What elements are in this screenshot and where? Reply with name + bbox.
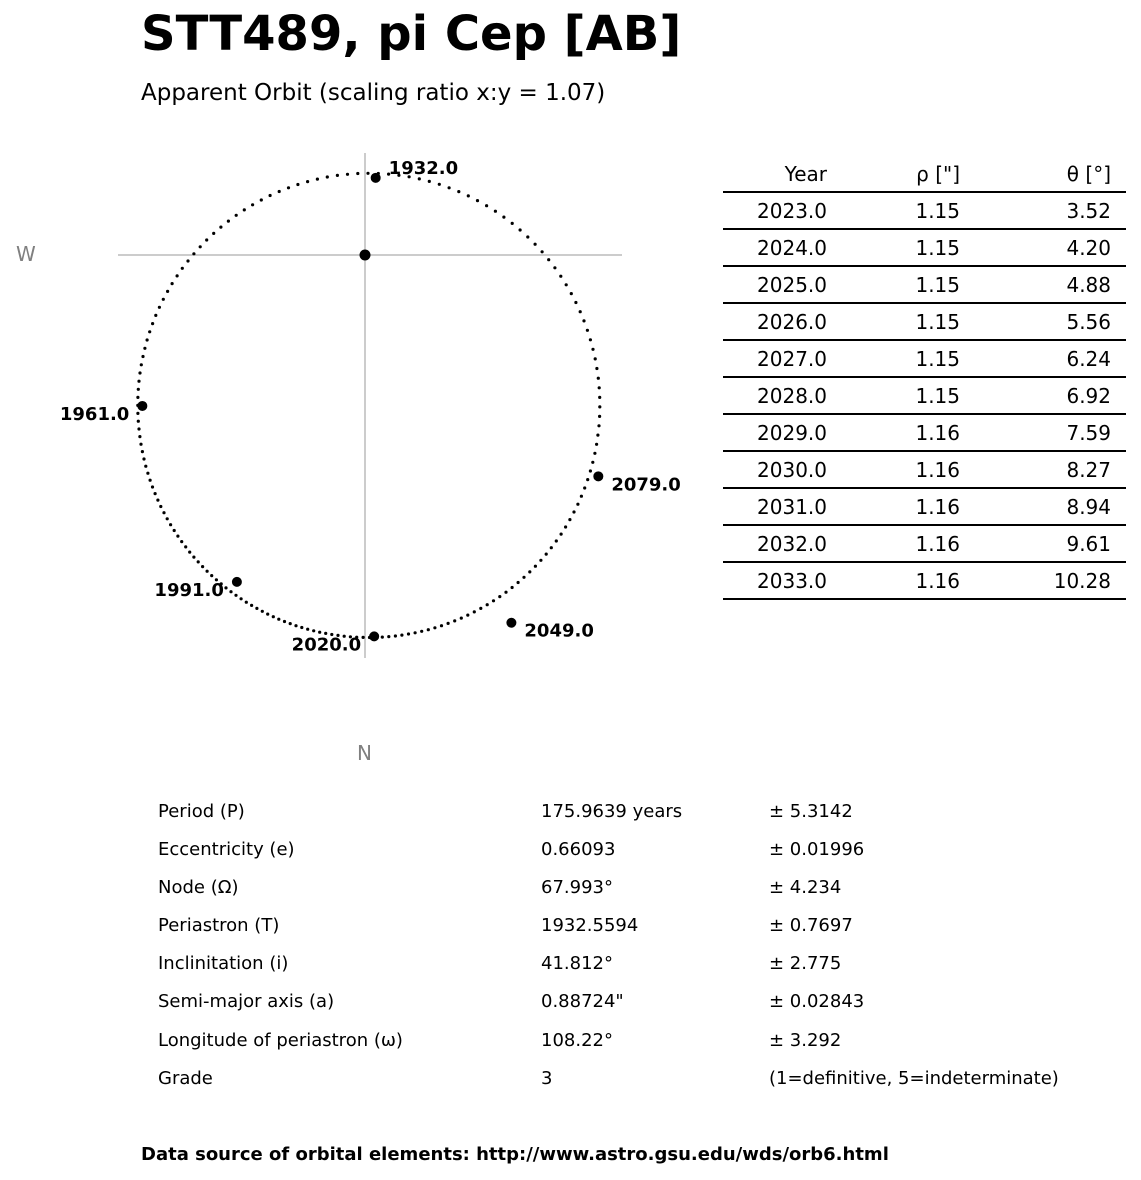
orbit-point bbox=[362, 636, 365, 639]
orbit-point bbox=[294, 624, 297, 627]
element-value: 0.66093 bbox=[541, 839, 616, 861]
orbit-point bbox=[545, 553, 548, 556]
ephemeris-rho: 1.16 bbox=[827, 525, 960, 562]
orbit-point bbox=[510, 586, 513, 589]
epoch-marker bbox=[506, 618, 516, 628]
ephemeris-row bbox=[723, 377, 1126, 414]
orbit-point bbox=[186, 259, 189, 262]
epoch-marker bbox=[371, 173, 381, 183]
element-name: Semi-major axis (a) bbox=[158, 991, 335, 1013]
orbit-point bbox=[227, 220, 230, 223]
orbit-point bbox=[564, 525, 567, 528]
element-value: 175.9639 years bbox=[541, 801, 683, 822]
orbit-point bbox=[356, 172, 359, 175]
orbit-point bbox=[579, 310, 582, 313]
orbit-point bbox=[433, 626, 436, 629]
orbit-point bbox=[229, 590, 232, 593]
orbit-point bbox=[306, 628, 309, 631]
orbit-point bbox=[144, 465, 147, 468]
ephemeris-rho: 1.15 bbox=[827, 303, 960, 340]
orbit-point bbox=[287, 186, 290, 189]
element-error: ± 5.3142 bbox=[769, 801, 853, 822]
element-name: Longitude of periastron (ω) bbox=[158, 1029, 403, 1051]
orbit-point bbox=[550, 546, 553, 549]
element-error: ± 0.01996 bbox=[769, 839, 865, 861]
orbit-point bbox=[447, 622, 450, 625]
ephemeris-rho: 1.16 bbox=[827, 562, 960, 599]
orbit-point bbox=[154, 314, 157, 317]
orbit-point bbox=[420, 630, 423, 633]
orbit-point bbox=[283, 620, 286, 623]
header-rho: ρ ["] bbox=[827, 156, 960, 192]
chart-subtitle: Apparent Orbit (scaling ratio x:y = 1.07) bbox=[141, 80, 606, 106]
orbit-point bbox=[180, 540, 183, 543]
orbit-point bbox=[277, 618, 280, 621]
element-name: Periastron (T) bbox=[158, 915, 280, 937]
orbit-point bbox=[591, 461, 594, 464]
orbit-point bbox=[428, 180, 431, 183]
orbit-point bbox=[261, 610, 264, 613]
orbit-point bbox=[197, 560, 200, 563]
orbit-point bbox=[296, 183, 299, 186]
orbit-point bbox=[166, 517, 169, 520]
ephemeris-table bbox=[723, 156, 1126, 600]
orbit-point bbox=[173, 529, 176, 532]
ephemeris-year: 2026.0 bbox=[723, 303, 827, 340]
epoch-marker bbox=[137, 401, 147, 411]
orbit-point bbox=[201, 565, 204, 568]
orbit-point bbox=[598, 405, 601, 408]
orbit-point bbox=[427, 628, 430, 631]
orbit-point bbox=[206, 570, 209, 573]
orbit-point bbox=[235, 214, 238, 217]
ephemeris-theta: 8.27 bbox=[960, 451, 1111, 488]
ephemeris-year: 2033.0 bbox=[723, 562, 827, 599]
orbit-point bbox=[176, 274, 179, 277]
ephemeris-row bbox=[723, 525, 1126, 562]
element-value: 108.22° bbox=[541, 1029, 613, 1051]
ephemeris-theta: 7.59 bbox=[960, 414, 1111, 451]
orbit-point bbox=[438, 183, 441, 186]
orbit-point bbox=[245, 601, 248, 604]
orbit-point bbox=[570, 292, 573, 295]
element-error: ± 2.775 bbox=[769, 953, 842, 975]
orbit-point bbox=[171, 282, 174, 285]
orbit-point bbox=[494, 210, 497, 213]
orbit-point bbox=[476, 199, 479, 202]
orbit-point bbox=[141, 450, 144, 453]
orbit-point bbox=[210, 574, 213, 577]
orbit-point bbox=[400, 634, 403, 637]
ephemeris-rho: 1.16 bbox=[827, 414, 960, 451]
orbit-point bbox=[568, 518, 571, 521]
ephemeris-rho: 1.15 bbox=[827, 266, 960, 303]
ephemeris-year: 2030.0 bbox=[723, 451, 827, 488]
ephemeris-rho: 1.15 bbox=[827, 377, 960, 414]
element-error: (1=definitive, 5=indeterminate) bbox=[769, 1067, 1059, 1089]
ephemeris-year: 2032.0 bbox=[723, 525, 827, 562]
orbit-point bbox=[597, 424, 600, 427]
orbit-point bbox=[574, 301, 577, 304]
orbit-point bbox=[326, 175, 329, 178]
ephemeris-row bbox=[723, 414, 1126, 451]
ephemeris-rho: 1.15 bbox=[827, 229, 960, 266]
orbit-point bbox=[318, 631, 321, 634]
orbit-point bbox=[140, 363, 143, 366]
element-name: Node (Ω) bbox=[158, 877, 239, 899]
orbit-point bbox=[366, 172, 369, 175]
orbit-point bbox=[534, 565, 537, 568]
orbit-point bbox=[188, 551, 191, 554]
orbit-point bbox=[300, 626, 303, 629]
orbit-point bbox=[146, 338, 149, 341]
orbit-point bbox=[151, 322, 154, 325]
ephemeris-theta: 5.56 bbox=[960, 303, 1111, 340]
compass-north-label: N bbox=[357, 741, 372, 765]
epoch-marker bbox=[232, 577, 242, 587]
orbit-point bbox=[586, 478, 589, 481]
data-source-note: Data source of orbital elements: http://www.astro.gsu.edu/wds/orb6.html bbox=[141, 1144, 889, 1165]
element-value: 67.993° bbox=[541, 877, 613, 899]
orbit-point bbox=[269, 194, 272, 197]
orbit-point bbox=[137, 388, 140, 391]
ephemeris-year: 2031.0 bbox=[723, 488, 827, 525]
orbit-point bbox=[466, 614, 469, 617]
orbit-point bbox=[598, 415, 601, 418]
orbit-point bbox=[594, 357, 597, 360]
element-error: ± 0.7697 bbox=[769, 915, 853, 937]
ephemeris-theta: 4.20 bbox=[960, 229, 1111, 266]
ephemeris-rho: 1.15 bbox=[827, 340, 960, 377]
orbit-point bbox=[467, 194, 470, 197]
ephemeris-row bbox=[723, 303, 1126, 340]
ephemeris-rho: 1.16 bbox=[827, 488, 960, 525]
chart-title: STT489, pi Cep [AB] bbox=[141, 6, 682, 62]
orbit-point bbox=[589, 469, 592, 472]
orbit-point bbox=[181, 267, 184, 270]
orbit-point bbox=[539, 559, 542, 562]
orbit-point bbox=[572, 510, 575, 513]
orbit-point bbox=[192, 556, 195, 559]
primary-star-marker bbox=[360, 250, 371, 261]
orbit-point bbox=[486, 603, 489, 606]
compass-west-label: W bbox=[16, 242, 36, 266]
orbit-point bbox=[595, 443, 598, 446]
orbit-point bbox=[560, 533, 563, 536]
orbit-point bbox=[159, 505, 162, 508]
orbit-point bbox=[526, 235, 529, 238]
orbit-point bbox=[346, 173, 349, 176]
orbit-point bbox=[255, 607, 258, 610]
ephemeris-rho: 1.16 bbox=[827, 451, 960, 488]
header-year: Year bbox=[723, 156, 827, 192]
orbit-point bbox=[528, 570, 531, 573]
orbit-point bbox=[205, 238, 208, 241]
orbit-point bbox=[219, 226, 222, 229]
orbit-point bbox=[576, 503, 579, 506]
orbit-point bbox=[234, 594, 237, 597]
element-value: 3 bbox=[541, 1067, 553, 1089]
ephemeris-theta: 8.94 bbox=[960, 488, 1111, 525]
orbit-point bbox=[407, 632, 410, 635]
orbit-point bbox=[485, 204, 488, 207]
orbit-point bbox=[184, 545, 187, 548]
epoch-marker bbox=[369, 631, 379, 641]
ephemeris-row bbox=[723, 192, 1126, 229]
orbit-point bbox=[387, 635, 390, 638]
orbit-point bbox=[598, 396, 601, 399]
orbit-point bbox=[166, 290, 169, 293]
ephemeris-year: 2027.0 bbox=[723, 340, 827, 377]
orbit-point bbox=[141, 355, 144, 358]
element-value: 41.812° bbox=[541, 953, 613, 975]
orbit-point bbox=[502, 216, 505, 219]
orbit-point bbox=[316, 178, 319, 181]
element-name: Inclinitation (i) bbox=[158, 953, 289, 975]
ephemeris-theta: 6.92 bbox=[960, 377, 1111, 414]
orbit-point bbox=[260, 198, 263, 201]
orbit-point bbox=[162, 511, 165, 514]
epoch-label: 2020.0 bbox=[291, 634, 362, 656]
orbit-point bbox=[522, 576, 525, 579]
orbit-point bbox=[192, 252, 195, 255]
orbit-point bbox=[137, 420, 140, 423]
ephemeris-theta: 4.88 bbox=[960, 266, 1111, 303]
epoch-label: 2049.0 bbox=[524, 620, 594, 642]
orbit-point bbox=[146, 472, 149, 475]
ephemeris-rho: 1.15 bbox=[827, 192, 960, 229]
ephemeris-header-row bbox=[723, 156, 1126, 192]
orbit-point bbox=[583, 486, 586, 489]
orbit-point bbox=[137, 380, 140, 383]
orbit-point bbox=[547, 258, 550, 261]
ephemeris-theta: 6.24 bbox=[960, 340, 1111, 377]
orbit-point bbox=[266, 613, 269, 616]
orbit-point bbox=[336, 174, 339, 177]
epoch-label: 1961.0 bbox=[59, 403, 130, 425]
orbit-point bbox=[504, 591, 507, 594]
orbit-point bbox=[580, 495, 583, 498]
ephemeris-row bbox=[723, 229, 1126, 266]
orbit-point bbox=[479, 607, 482, 610]
ephemeris-year: 2024.0 bbox=[723, 229, 827, 266]
element-error: ± 4.234 bbox=[769, 877, 842, 899]
orbit-point bbox=[457, 190, 460, 193]
element-name: Eccentricity (e) bbox=[158, 839, 295, 861]
epoch-label: 1932.0 bbox=[388, 157, 459, 179]
orbit-point bbox=[448, 186, 451, 189]
element-value: 0.88724" bbox=[541, 991, 624, 1013]
orbit-point bbox=[176, 535, 179, 538]
orbit-point bbox=[251, 203, 254, 206]
orbit-point bbox=[460, 617, 463, 620]
orbit-point bbox=[559, 275, 562, 278]
orbit-point bbox=[169, 523, 172, 526]
orbit-point bbox=[306, 180, 309, 183]
orbit-point bbox=[511, 222, 514, 225]
ephemeris-year: 2023.0 bbox=[723, 192, 827, 229]
ephemeris-row bbox=[723, 451, 1126, 488]
orbit-point bbox=[492, 599, 495, 602]
orbit-point bbox=[138, 435, 141, 438]
orbit-point bbox=[151, 485, 154, 488]
element-value: 1932.5594 bbox=[541, 915, 639, 937]
epoch-label: 1991.0 bbox=[154, 579, 224, 601]
orbit-point bbox=[541, 250, 544, 253]
orbit-point bbox=[143, 347, 146, 350]
orbit-point bbox=[598, 386, 601, 389]
orbit-point bbox=[138, 371, 141, 374]
orbit-point bbox=[381, 636, 384, 639]
orbit-point bbox=[243, 208, 246, 211]
ephemeris-row bbox=[723, 266, 1126, 303]
orbit-point bbox=[139, 443, 142, 446]
ephemeris-year: 2029.0 bbox=[723, 414, 827, 451]
orbit-point bbox=[312, 629, 315, 632]
orbit-point bbox=[156, 499, 159, 502]
ephemeris-theta: 3.52 bbox=[960, 192, 1111, 229]
orbit-point bbox=[278, 190, 281, 193]
ephemeris-row bbox=[723, 562, 1126, 599]
orbit-point bbox=[517, 581, 520, 584]
orbit-point bbox=[593, 452, 596, 455]
orbit-point bbox=[440, 624, 443, 627]
orbit-point bbox=[289, 622, 292, 625]
orbit-point bbox=[553, 266, 556, 269]
orbit-point bbox=[154, 492, 157, 495]
ephemeris-year: 2028.0 bbox=[723, 377, 827, 414]
orbit-point bbox=[519, 228, 522, 231]
epoch-marker bbox=[593, 471, 603, 481]
element-name: Grade bbox=[158, 1067, 213, 1089]
orbit-point bbox=[199, 245, 202, 248]
orbit-point bbox=[595, 367, 598, 370]
orbit-point bbox=[589, 338, 592, 341]
orbit-point bbox=[149, 479, 152, 482]
orbit-point bbox=[224, 586, 227, 589]
orbit-point bbox=[586, 329, 589, 332]
orbit-point bbox=[534, 243, 537, 246]
ephemeris-year: 2025.0 bbox=[723, 266, 827, 303]
orbit-plot bbox=[0, 140, 700, 660]
orbit-point bbox=[162, 298, 165, 301]
ephemeris-theta: 10.28 bbox=[960, 562, 1111, 599]
orbit-point bbox=[555, 539, 558, 542]
orbit-point bbox=[453, 619, 456, 622]
epoch-label: 2079.0 bbox=[611, 474, 681, 496]
orbit-point bbox=[565, 283, 568, 286]
orbit-point bbox=[136, 396, 139, 399]
orbit-point bbox=[473, 610, 476, 613]
orbit-point bbox=[582, 319, 585, 322]
orbit-point bbox=[498, 595, 501, 598]
ephemeris-theta: 9.61 bbox=[960, 525, 1111, 562]
orbit-point bbox=[158, 306, 161, 309]
orbit-point bbox=[596, 434, 599, 437]
header-theta: θ [°] bbox=[960, 156, 1111, 192]
orbit-point bbox=[212, 232, 215, 235]
orbit-point bbox=[414, 631, 417, 634]
ephemeris-row bbox=[723, 488, 1126, 525]
orbit-point bbox=[148, 330, 151, 333]
element-error: ± 3.292 bbox=[769, 1029, 842, 1051]
orbit-point bbox=[591, 348, 594, 351]
element-error: ± 0.02843 bbox=[769, 991, 865, 1013]
orbit-point bbox=[394, 634, 397, 637]
orbit-point bbox=[272, 615, 275, 618]
orbit-point bbox=[137, 427, 140, 430]
element-name: Period (P) bbox=[158, 801, 245, 822]
orbit-point bbox=[136, 412, 139, 415]
orbit-point bbox=[597, 377, 600, 380]
orbit-point bbox=[250, 604, 253, 607]
ephemeris-row bbox=[723, 340, 1126, 377]
orbit-point bbox=[142, 457, 145, 460]
orbit-point bbox=[240, 597, 243, 600]
